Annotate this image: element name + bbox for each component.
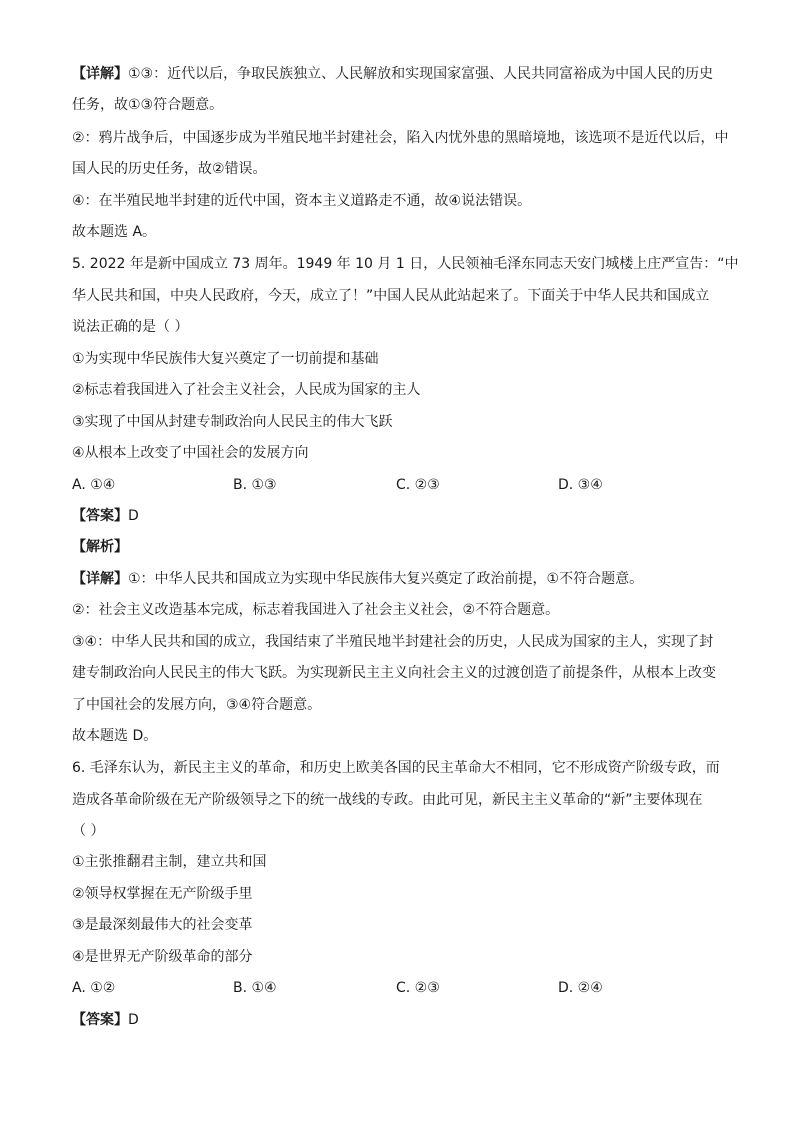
q6-statement-3: ③是最深刻最伟大的社会变革 (72, 917, 253, 933)
q6-answer-label: 【答案】 (72, 1012, 128, 1028)
q5-statement-4: ④从根本上改变了中国社会的发展方向 (72, 445, 309, 461)
q5-conclusion: 故本题选 D。 (72, 728, 158, 744)
q6-answer-line (72, 1010, 139, 1030)
conclusion-line: 故本题选 A。 (72, 224, 157, 240)
q5-option-b: B. ①③ (233, 477, 277, 493)
q5-analysis-label: 【解析】 (72, 539, 128, 555)
q5-stem-line-3: 说法正确的是（ ） (72, 319, 189, 335)
detail-label: 【详解】 (72, 66, 128, 82)
q5-answer-value: D (128, 508, 139, 524)
detail-line-3: ②：鸦片战争后，中国逐步成为半殖民地半封建社会，陷入内忧外患的黑暗境地，该选项不是近代以后，中 (72, 130, 729, 146)
q6-option-c: C. ②③ (396, 980, 440, 996)
detail-line-1 (72, 64, 713, 84)
q6-statement-4: ④是世界无产阶级革命的部分 (72, 949, 253, 965)
q5-stem-line-1: 5. 2022 年是新中国成立 73 周年。1949 年 10 月 1 日，人民领袖毛泽东同志天安门城楼上庄严宣告：“中 (72, 256, 739, 272)
q6-answer-value: D (128, 1012, 139, 1028)
q5-detail-label: 【详解】 (72, 571, 128, 587)
q6-stem-line-1: 6. 毛泽东认为，新民主主义的革命，和历史上欧美各国的民主革命大不相同，它不形成资产阶级专政，而 (72, 760, 720, 776)
q5-statement-1: ①为实现中华民族伟大复兴奠定了一切前提和基础 (72, 351, 379, 367)
q5-detail-line-4: 建专制政治向人民民主的伟大飞跃。为实现新民主主义向社会主义的过渡创造了前提条件，从根本上改变 (72, 665, 716, 681)
q6-stem-line-2: 造成各革命阶级在无产阶级领导之下的统一战线的专政。由此可见，新民主主义革命的“新”主要体现在 (72, 792, 703, 808)
q5-detail-line-1 (72, 569, 643, 589)
q5-answer-label: 【答案】 (72, 508, 128, 524)
detail-line-2: 任务，故①③符合题意。 (72, 97, 224, 113)
q6-option-d: D. ②④ (558, 980, 603, 996)
q5-detail-line-3: ③④：中华人民共和国的成立，我国结束了半殖民地半封建社会的历史，人民成为国家的主人，实现了封 (72, 634, 714, 650)
detail-line-4: 国人民的历史任务，故②错误。 (72, 161, 267, 177)
q6-statement-1: ①主张推翻君主制，建立共和国 (72, 854, 267, 870)
q6-option-a: A. ①② (72, 980, 116, 996)
q5-detail-line-5: 了中国社会的发展方向，③④符合题意。 (72, 697, 322, 713)
detail-text: ①③：近代以后，争取民族独立、人民解放和实现国家富强、人民共同富裕成为中国人民的历史 (128, 66, 714, 82)
q6-option-b: B. ①④ (233, 980, 277, 996)
q5-option-c: C. ②③ (396, 477, 440, 493)
q6-stem-line-3: （ ） (72, 823, 105, 839)
q5-stem-line-2: 华人民共和国，中央人民政府，今天，成立了！”中国人民从此站起来了。下面关于中华人民共和国成立 (72, 288, 710, 304)
q5-statement-2: ②标志着我国进入了社会主义社会，人民成为国家的主人 (72, 382, 421, 398)
q6-statement-2: ②领导权掌握在无产阶级手里 (72, 886, 253, 902)
q5-statement-3: ③实现了中国从封建专制政治向人民民主的伟大飞跃 (72, 414, 393, 430)
q5-answer-line (72, 506, 139, 526)
q5-detail-line-2: ②：社会主义改造基本完成，标志着我国进入了社会主义社会，②不符合题意。 (72, 602, 560, 618)
detail-line-5: ④：在半殖民地半封建的近代中国，资本主义道路走不通，故④说法错误。 (72, 193, 532, 209)
q5-option-d: D. ③④ (558, 477, 603, 493)
q5-detail-text: ①：中华人民共和国成立为实现中华民族伟大复兴奠定了政治前提，①不符合题意。 (128, 571, 644, 587)
q5-option-a: A. ①④ (72, 477, 116, 493)
